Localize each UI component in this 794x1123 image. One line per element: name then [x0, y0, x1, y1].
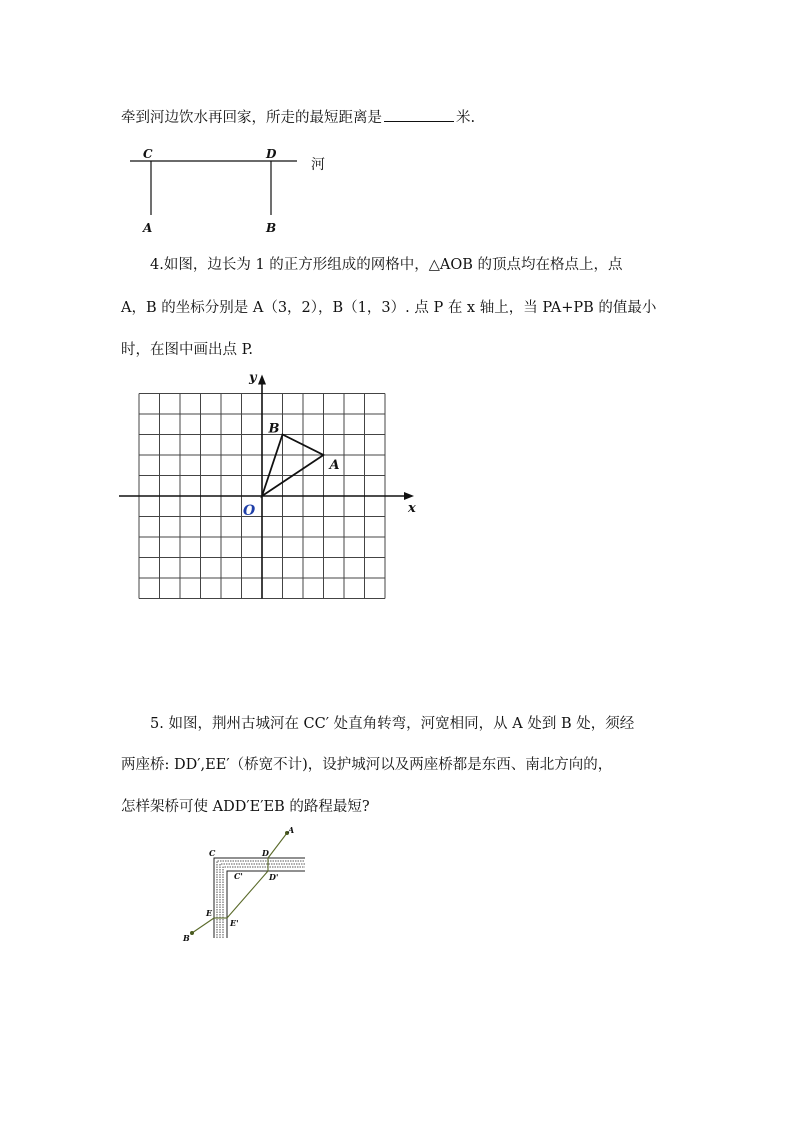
label-c: C — [209, 848, 216, 858]
label-b: B — [268, 421, 280, 437]
q5-line-3: 怎样架桥可使 ADD′E′EB 的路程最短? — [121, 799, 370, 815]
label-c: C — [143, 147, 153, 161]
q5-line-2: 两座桥: DD′,EE′（桥宽不计)，设护城河以及两座桥都是东西、南北方向的， — [121, 757, 613, 773]
q4-line-1: 4.如图，边长为 1 的正方形组成的网格中，△AOB 的顶点均在格点上，点 — [150, 257, 623, 273]
x-axis-arrow — [404, 492, 414, 500]
label-e: E — [206, 908, 213, 918]
q5-line-1: 5. 如图，荆州古城河在 CC′ 处直角转弯，河宽相同，从 A 处到 B 处，须经 — [150, 716, 635, 732]
label-a: A — [288, 825, 295, 835]
answer-blank[interactable] — [384, 109, 454, 122]
q3-text-line — [121, 108, 475, 128]
q3-river-figure — [125, 142, 345, 237]
path-a-d — [268, 833, 287, 858]
point-b — [190, 931, 194, 935]
label-origin: O — [243, 503, 256, 519]
label-x-axis: x — [408, 501, 416, 516]
label-b: B — [183, 933, 190, 943]
q3-text-before: 牵到河边饮水再回家，所走的最短距离是 — [121, 110, 382, 126]
y-axis-arrow — [258, 375, 266, 385]
label-b: B — [266, 221, 277, 235]
label-e-prime: E' — [230, 918, 239, 928]
q4-line-2: A，B 的坐标分别是 A（3，2），B（1，3）. 点 P 在 x 轴上，当 PA+PB 的值最小 — [121, 300, 657, 316]
q5-moat-figure — [180, 825, 320, 950]
label-a: A — [143, 221, 153, 235]
label-c-prime: C' — [234, 871, 243, 881]
label-d: D — [266, 147, 277, 161]
label-y-axis: y — [249, 370, 257, 386]
q3-text-after: 米. — [456, 110, 476, 126]
label-a: A — [329, 458, 340, 473]
q4-line-3: 时，在图中画出点 P. — [121, 342, 254, 358]
q4-coordinate-grid — [119, 368, 419, 613]
label-d-prime: D' — [269, 872, 279, 882]
triangle-aob — [262, 435, 324, 497]
path-e-b — [192, 918, 214, 933]
label-d: D — [262, 848, 269, 858]
river-label: 河 — [311, 157, 325, 173]
moat-outer-bank — [214, 858, 305, 938]
